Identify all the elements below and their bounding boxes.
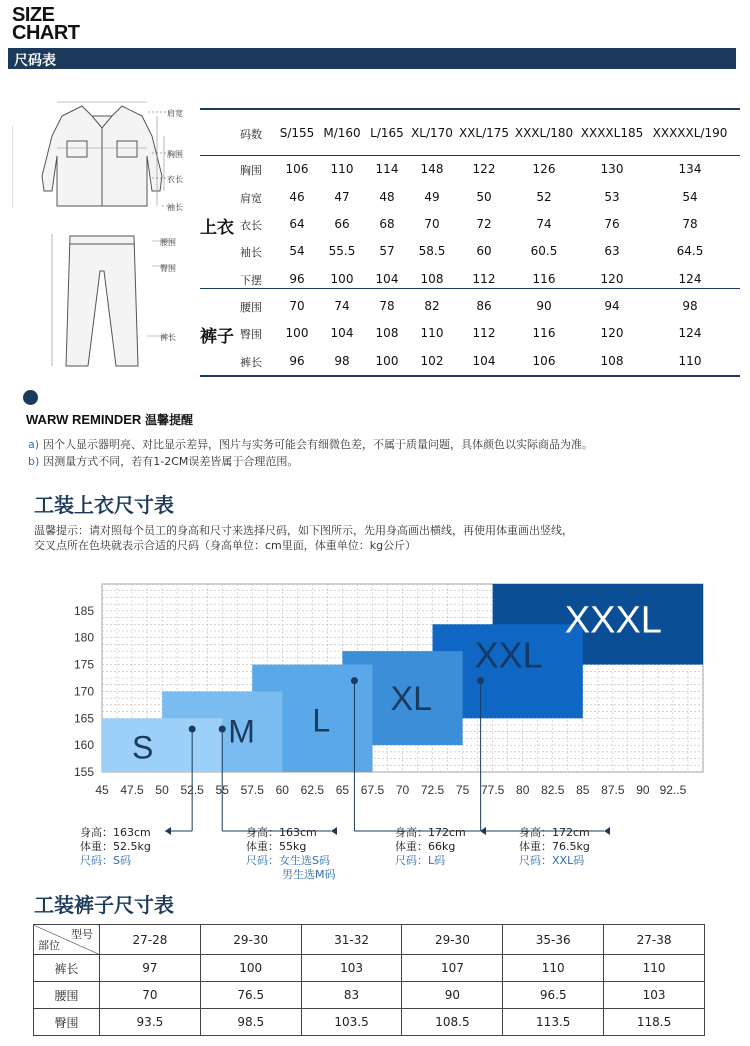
table-cell: 47 <box>334 190 350 204</box>
table-top-rule <box>200 108 740 110</box>
table-bottom-rule <box>200 375 740 377</box>
y-tick-label: 175 <box>74 657 95 672</box>
ann2-size-alt: 男生选M码 <box>282 868 336 881</box>
table-cell: 120 <box>600 272 624 286</box>
region-label-l: L <box>312 702 331 739</box>
table-cell: 124 <box>678 272 702 286</box>
size-chart-title <box>12 6 80 42</box>
cell: 113.5 <box>503 1009 604 1036</box>
table-cell: 66 <box>334 217 350 231</box>
size-header: S/155 <box>279 126 315 140</box>
table-cell: 60 <box>476 244 492 258</box>
region-label-xl: XL <box>390 680 433 719</box>
table-cell: 57 <box>379 244 395 258</box>
x-tick-label: 90 <box>636 783 650 797</box>
table-header-rule <box>200 155 740 156</box>
table-cell: 114 <box>375 162 399 176</box>
annotation-2 <box>246 826 336 882</box>
table-row <box>34 982 705 1009</box>
table-cell: 86 <box>476 299 492 313</box>
row-label: 腰围 <box>34 982 100 1009</box>
ann2-size: 尺码：女生选S码 <box>246 854 330 867</box>
table-cell: 102 <box>420 354 444 368</box>
x-tick-label: 82.5 <box>541 783 565 797</box>
pants-size-header: 31-32 <box>301 925 402 955</box>
size-header: XXL/175 <box>458 126 510 140</box>
region-label-xxxl: XXXL <box>564 599 662 642</box>
pants-size-header: 27-28 <box>100 925 201 955</box>
x-tick-label: 72.5 <box>420 783 445 797</box>
cell: 93.5 <box>100 1009 201 1036</box>
corner-bottom-label: 部位 <box>38 939 60 952</box>
reminder-title-cn: 温馨提醒 <box>144 413 193 427</box>
x-tick-label: 65 <box>335 783 350 797</box>
pants-size-header: 35-36 <box>503 925 604 955</box>
ann1-size: 尺码：S码 <box>80 854 131 867</box>
cell: 103 <box>604 982 705 1009</box>
table-cell: 54 <box>289 244 305 258</box>
table-cell: 94 <box>604 299 620 313</box>
cell: 76.5 <box>200 982 301 1009</box>
table-cell: 50 <box>476 190 492 204</box>
row-label: 裤长 <box>34 955 100 982</box>
row-label: 臀围 <box>34 1009 100 1036</box>
size-header: XXXL/180 <box>514 126 574 140</box>
data-point <box>219 726 226 733</box>
reminder-line-a <box>28 436 593 452</box>
cell: 107 <box>402 955 503 982</box>
table-cell: 104 <box>472 354 496 368</box>
y-tick-label: 180 <box>74 630 95 645</box>
table-row <box>34 1009 705 1036</box>
data-point <box>477 677 484 684</box>
ann3-size: 尺码：L码 <box>395 854 446 867</box>
cell: 108.5 <box>402 1009 503 1036</box>
reminder-text-b: 因测量方式不同，若有1-2CM误差皆属于合理范围。 <box>43 455 299 468</box>
tip-line-2: 交叉点所在色块就表示合适的尺码（身高单位：cm里面，体重单位：kg公斤） <box>34 539 417 552</box>
corner-cell <box>34 925 100 955</box>
table-cell: 130 <box>600 162 624 176</box>
table-cell: 90 <box>536 299 552 313</box>
annotation-3 <box>395 826 466 868</box>
table-cell: 112 <box>472 326 496 340</box>
table-cell: 122 <box>472 162 496 176</box>
table-cell: 110 <box>678 354 702 368</box>
table-cell: 106 <box>532 354 556 368</box>
table-cell: 70 <box>289 299 305 313</box>
pants-section-title: 工装裤子尺寸表 <box>34 893 174 917</box>
x-tick-label: 55 <box>215 783 229 797</box>
table-cell: 64 <box>289 217 305 231</box>
x-tick-label: 92..5 <box>659 783 687 797</box>
size-header: XL/170 <box>411 126 453 140</box>
x-tick-label: 77.5 <box>480 783 505 797</box>
x-tick-label: 67.5 <box>360 783 385 797</box>
row-label: 裤长 <box>240 356 262 369</box>
y-tick-label: 165 <box>74 711 95 726</box>
row-label: 肩宽 <box>240 192 262 205</box>
row-label: 袖长 <box>240 246 262 259</box>
table-cell: 78 <box>379 299 395 313</box>
table-cell: 64.5 <box>676 244 704 258</box>
reminder-line-b <box>28 453 298 469</box>
table-cell: 55.5 <box>328 244 356 258</box>
table-cell: 58.5 <box>418 244 446 258</box>
table-cell: 106 <box>285 162 309 176</box>
annotation-4 <box>519 826 590 868</box>
group-bottom: 裤子 <box>200 327 234 347</box>
reminder-title-en: WARW REMINDER <box>26 412 142 427</box>
size-region-s <box>102 718 222 772</box>
x-tick-label: 60 <box>275 783 289 797</box>
ann1-weight: 体重：52.5kg <box>80 840 151 853</box>
table-cell: 124 <box>678 326 702 340</box>
table-cell: 96 <box>289 354 305 368</box>
label-waist: 腰围 <box>160 238 176 247</box>
x-tick-label: 85 <box>576 783 590 797</box>
reminder-dot <box>23 390 38 405</box>
ann4-weight: 体重：76.5kg <box>519 840 590 853</box>
x-tick-label: 50 <box>155 783 169 797</box>
ann1-height: 身高：163cm <box>80 826 151 839</box>
table-cell: 76 <box>604 217 620 231</box>
marker-b: b) <box>28 455 40 468</box>
table-cell: 96 <box>289 272 305 286</box>
pants-size-header: 29-30 <box>200 925 301 955</box>
x-tick-label: 45 <box>95 783 109 797</box>
table-cell: 104 <box>330 326 354 340</box>
ann4-height: 身高：172cm <box>519 826 590 839</box>
data-point <box>351 677 358 684</box>
label-pant-length: 裤长 <box>160 333 176 342</box>
table-cell: 100 <box>330 272 354 286</box>
cell: 96.5 <box>503 982 604 1009</box>
cell: 110 <box>503 955 604 982</box>
y-tick-label: 160 <box>74 738 95 753</box>
cell: 118.5 <box>604 1009 705 1036</box>
y-tick-label: 185 <box>74 603 95 618</box>
label-hip: 臀围 <box>160 264 176 273</box>
reminder-title <box>26 411 193 428</box>
label-shoulder: 肩宽 <box>167 109 183 118</box>
table-cell: 100 <box>285 326 309 340</box>
x-tick-label: 57.5 <box>240 783 264 797</box>
cell: 97 <box>100 955 201 982</box>
x-tick-label: 52.5 <box>180 783 204 797</box>
table-cell: 98 <box>682 299 698 313</box>
top-section-title: 工装上衣尺寸表 <box>34 493 174 517</box>
row-label: 下摆 <box>240 274 262 287</box>
table-cell: 108 <box>375 326 399 340</box>
pants-size-table <box>33 924 705 1036</box>
header-bar-label: 尺码表 <box>14 53 56 69</box>
table-cell: 63 <box>604 244 620 258</box>
cell: 83 <box>301 982 402 1009</box>
table-cell: 72 <box>476 217 492 231</box>
label-length: 衣长 <box>167 175 183 184</box>
table-cell: 70 <box>424 217 440 231</box>
size-header: M/160 <box>323 126 361 140</box>
arrow-head <box>604 827 610 835</box>
region-label-xxl: XXL <box>474 634 543 676</box>
table-cell: 116 <box>532 272 556 286</box>
corner-top-label: 型号 <box>71 928 93 941</box>
size-header: XXXXXL/190 <box>652 126 728 140</box>
table-cell: 74 <box>536 217 552 231</box>
size-header: XXXXL185 <box>580 126 644 140</box>
table-cell: 49 <box>424 190 440 204</box>
table-cell: 53 <box>604 190 620 204</box>
garment-diagram <box>12 96 212 380</box>
table-cell: 112 <box>472 272 496 286</box>
ann3-height: 身高：172cm <box>395 826 466 839</box>
pants-size-header: 29-30 <box>402 925 503 955</box>
row-label: 衣长 <box>240 219 262 232</box>
region-label-m: M <box>228 713 255 750</box>
cell: 110 <box>604 955 705 982</box>
x-tick-label: 87.5 <box>601 783 625 797</box>
table-cell: 54 <box>682 190 698 204</box>
ann2-height: 身高：163cm <box>246 826 317 839</box>
table-cell: 120 <box>600 326 624 340</box>
annotation-1 <box>80 826 151 868</box>
data-point <box>189 726 196 733</box>
table-row <box>34 955 705 982</box>
table-cell: 108 <box>420 272 444 286</box>
size-header-label: 码数 <box>240 128 262 141</box>
reminder-text-a: 因个人显示器明亮、对比显示差异，图片与实务可能会有细微色差，不属于质量问题，具体颜色以实际商品为准。 <box>43 438 594 451</box>
x-tick-label: 62.5 <box>300 783 325 797</box>
cell: 90 <box>402 982 503 1009</box>
cell: 70 <box>100 982 201 1009</box>
cell: 103 <box>301 955 402 982</box>
table-cell: 108 <box>600 354 624 368</box>
pants-header-row <box>34 925 705 955</box>
table-cell: 60.5 <box>530 244 558 258</box>
row-label: 臀围 <box>240 328 262 341</box>
region-label-s: S <box>132 729 154 766</box>
marker-a: a) <box>28 438 40 451</box>
table-cell: 74 <box>334 299 350 313</box>
row-label: 腰围 <box>240 301 262 314</box>
table-cell: 48 <box>379 190 395 204</box>
table-cell: 68 <box>379 217 395 231</box>
group-top: 上衣 <box>200 218 234 238</box>
table-group-rule <box>200 288 740 289</box>
y-tick-label: 155 <box>74 765 95 779</box>
ann4-size: 尺码：XXL码 <box>519 854 585 867</box>
table-cell: 104 <box>375 272 399 286</box>
table-cell: 46 <box>289 190 305 204</box>
x-tick-label: 75 <box>455 783 470 797</box>
title-line-1: SIZE <box>12 4 55 26</box>
label-chest: 胸围 <box>167 150 183 159</box>
table-cell: 116 <box>532 326 556 340</box>
table-cell: 82 <box>424 299 440 313</box>
table-cell: 148 <box>420 162 444 176</box>
table-cell: 110 <box>330 162 354 176</box>
x-tick-label: 47.5 <box>120 783 144 797</box>
cell: 98.5 <box>200 1009 301 1036</box>
row-label: 胸围 <box>240 164 262 177</box>
cell: 100 <box>200 955 301 982</box>
x-tick-label: 80 <box>516 783 530 797</box>
cell: 103.5 <box>301 1009 402 1036</box>
arrow-head <box>165 827 171 835</box>
title-line-2: CHART <box>12 22 80 44</box>
ann2-weight: 体重：55kg <box>246 840 307 853</box>
table-cell: 134 <box>678 162 702 176</box>
table-cell: 126 <box>532 162 556 176</box>
header-bar <box>8 48 736 69</box>
table-cell: 78 <box>682 217 698 231</box>
pants-size-header: 27-38 <box>604 925 705 955</box>
table-cell: 100 <box>375 354 399 368</box>
y-tick-label: 170 <box>74 684 95 699</box>
x-tick-label: 70 <box>395 783 410 797</box>
table-cell: 110 <box>420 326 444 340</box>
label-sleeve: 袖长 <box>167 203 183 212</box>
ann3-weight: 体重：66kg <box>395 840 456 853</box>
tip-line-1: 温馨提示：请对照每个员工的身高和尺寸来选择尺码，如下图所示，先用身高画出横线，再使用体重画出竖线， <box>34 524 573 537</box>
size-header: L/165 <box>370 126 404 140</box>
table-cell: 98 <box>334 354 350 368</box>
table-cell: 52 <box>536 190 552 204</box>
